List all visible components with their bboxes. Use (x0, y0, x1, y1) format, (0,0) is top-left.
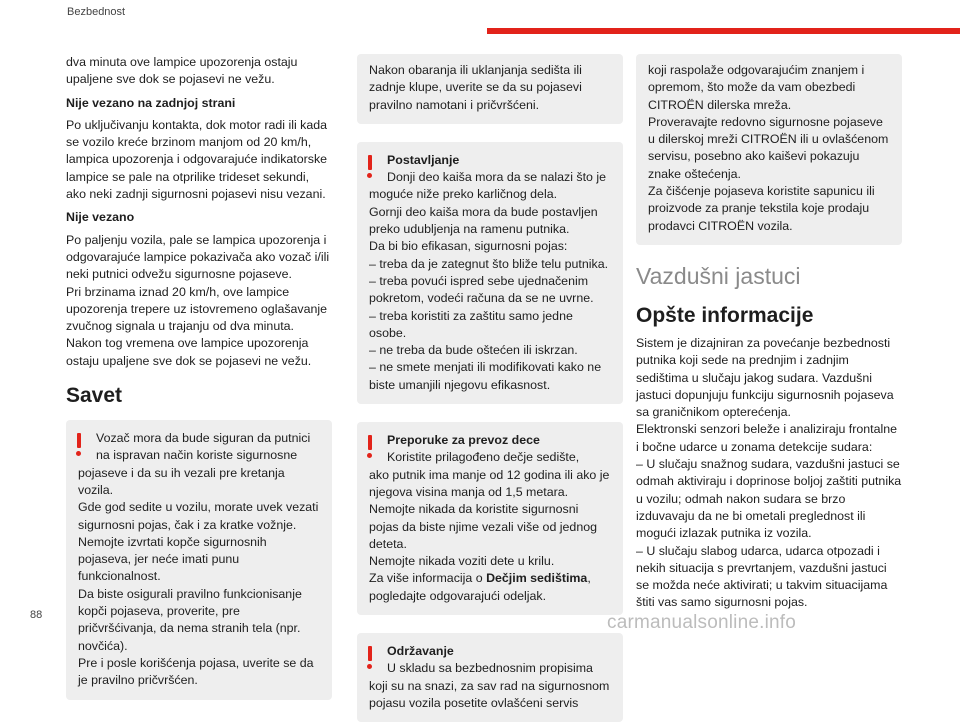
warning-exclamation-icon (367, 646, 372, 669)
note-seat-folding (357, 54, 623, 124)
note-maintenance-label: Održavanje (387, 644, 454, 659)
note-children-lead-text: Koristite prilagođeno dečje sedište, (387, 450, 580, 465)
warning-exclamation-icon (367, 155, 372, 178)
note-maintenance-lead (369, 643, 611, 678)
note-children-lead (369, 432, 611, 467)
child-seats-link-text: Dečjim sedištima (486, 571, 588, 586)
column-middle (357, 54, 623, 722)
header-section-title: Bezbednost (67, 6, 126, 18)
general-info-text: Sistem je dizajniran za povećanje bezbednosti putnika koji sede na prednjim i zadnjim sedištima u slučaju jakog sudara. Vazdušni jastuci dopunjuju funkciju sigurnosnih pojaseva sa graničnikom opterećenja. Elektronski senzori beleže i analiziraju frontalne i bočne udarce u zonama detekcije sudara: – U slučaju snažnog sudara, vazdušni jastuci se odmah aktiviraju i doprinose boljoj zaštiti putnika u vozilu; odmah nakon sudara se brzo izduvavaju da ne bi ometali preglednost ili mogući izlazak putnika iz vozila. – U slučaju slabog udarca, udarca otpozadi i nekih situacija s prevrtanjem, vazdušni jastuci se možda neće aktivirati; u takvim situacijama štiti vas samo sigurnosni pojas. (636, 335, 902, 610)
advice-note (66, 420, 332, 699)
intro-paragraph: dva minuta ove lampice upozorenja ostaju upaljene sve dok se pojasevi ne vežu. (66, 55, 298, 87)
column-right (636, 54, 902, 612)
note-maintenance-continued (636, 54, 902, 245)
advice-lead: Vozač mora da bude siguran da putnici na ispravan način koriste sigurnosne (96, 431, 311, 463)
airbags-title: Vazdušni jastuci (636, 262, 801, 289)
advice-text: pojaseve i da su ih vezali pre kretanja vozila. Gde god sedite u vozilu, morate uvek vezati sigurnosni pojas, čak i za kratke vožnje. Nemojte izvrtati kopče sigurnosnih pojaseva, jer neće imati punu funkcionalnost. Da biste osigurali pravilno funkcionisanje kopči pojaseva, proverite, pre pričvršćivanja, da nema stranih tela (npr. novčića). Pre i posle korišćenja pojasa, uverite se da je pravilno pričvršćen. (78, 465, 319, 688)
paragraph-rear-unfastened: Po uključivanju kontakta, dok motor radi ili kada se vozilo kreće brzinom manjom od 20 km/h, lampica upozorenja i odgovarajuće indikatorske lampice se pale na otprilike trideset sekundi, ako neki zadnji sigurnosni pojasevi nisu vezani. (66, 117, 328, 202)
note-fitting (357, 142, 623, 404)
note-fitting-label: Postavljanje (387, 152, 460, 167)
note-maintenance-continued-text: koji raspolaže odgovarajućim znanjem i opremom, što može da vam obezbedi CITROËN dilerska mreža. Proveravajte redovno sigurnosne pojaseve u dilerskoj mreži CITROËN ili u ovlašćenom servisu, posebno ako kaiševi pokazuju znake oštećenja. Za čišćenje pojaseva koristite sapunicu ili proizvode za pranje tekstila koje prodaju prodavci CITROËN vozila. (648, 63, 889, 233)
note-children-text (369, 467, 611, 605)
warning-exclamation-icon (76, 433, 81, 456)
warning-exclamation-icon (367, 435, 372, 458)
heading-unfastened: Nije vezano (66, 210, 135, 225)
page-number: 88 (30, 609, 43, 621)
general-info-title: Opšte informacije (636, 303, 814, 327)
note-maintenance-text: koji su na snazi, za sav rad na sigurnosnom pojasu vozila posetite ovlašćeni servis (369, 678, 610, 710)
note-fitting-lead (369, 152, 611, 187)
column-left (66, 54, 332, 718)
note-children-label: Preporuke za prevoz dece (387, 433, 540, 448)
advice-title: Savet (66, 384, 123, 408)
paragraph-unfastened: Po paljenju vozila, pale se lampica upozorenja i odgovarajuće lampice pokazivača ako vozač i/ili neki putnici odvežu sigurnosne pojaseve. Pri brzinama iznad 20 km/h, ove lampice upozorenja trepere uz istovremeno oglašavanje zvučnog signala u trajanju od dva minuta. Nakon tog vremena ove lampice upozorenja ostaju upaljene sve dok se pojasevi ne vežu. (66, 232, 330, 368)
note-children-text-b: , pogledajte odgovarajući odeljak. (369, 571, 591, 603)
note-fitting-text: moguće niže preko karličnog dela. Gornji deo kaiša mora da bude postavljen preko udubljenja na ramenu putnika. Da bi bio efikasan, sigurnosni pojas: – treba da je zategnut što bliže telu putnika. – treba povući ispred sebe ujednačenim pokretom, vodeći računa da se ne uvrne. – treba koristiti za zaštitu samo jedne osobe. – ne treba da bude oštećen ili iskrzan. – ne smete menjati ili modifikovati kako ne biste umanjili njegovu efikasnost. (369, 187, 609, 392)
note-children-text-a: ako putnik ima manje od 12 godina ili ako je njegova visina manja od 1,5 metara. Nemojte nikada da koristite sigurnosni pojas da biste njime vezali više od jednog deteta. Nemojte nikada voziti dete u krilu. Za više informacija o (369, 467, 610, 586)
note-seat-folding-text: Nakon obaranja ili uklanjanja sedišta ili zadnje klupe, uverite se da su pojasevi pravilno namotani i pričvršćeni. (369, 63, 582, 112)
note-maintenance (357, 633, 623, 722)
note-maintenance-lead-text: U skladu sa bezbednosnim propisima (387, 661, 593, 676)
watermark: carmanualsonline.info (607, 612, 797, 633)
note-fitting-lead-text: Donji deo kaiša mora da se nalazi što je (387, 170, 607, 185)
note-children (357, 422, 623, 615)
heading-rear-unfastened: Nije vezano na zadnjoj strani (66, 95, 236, 110)
header-accent-bar (487, 28, 960, 34)
